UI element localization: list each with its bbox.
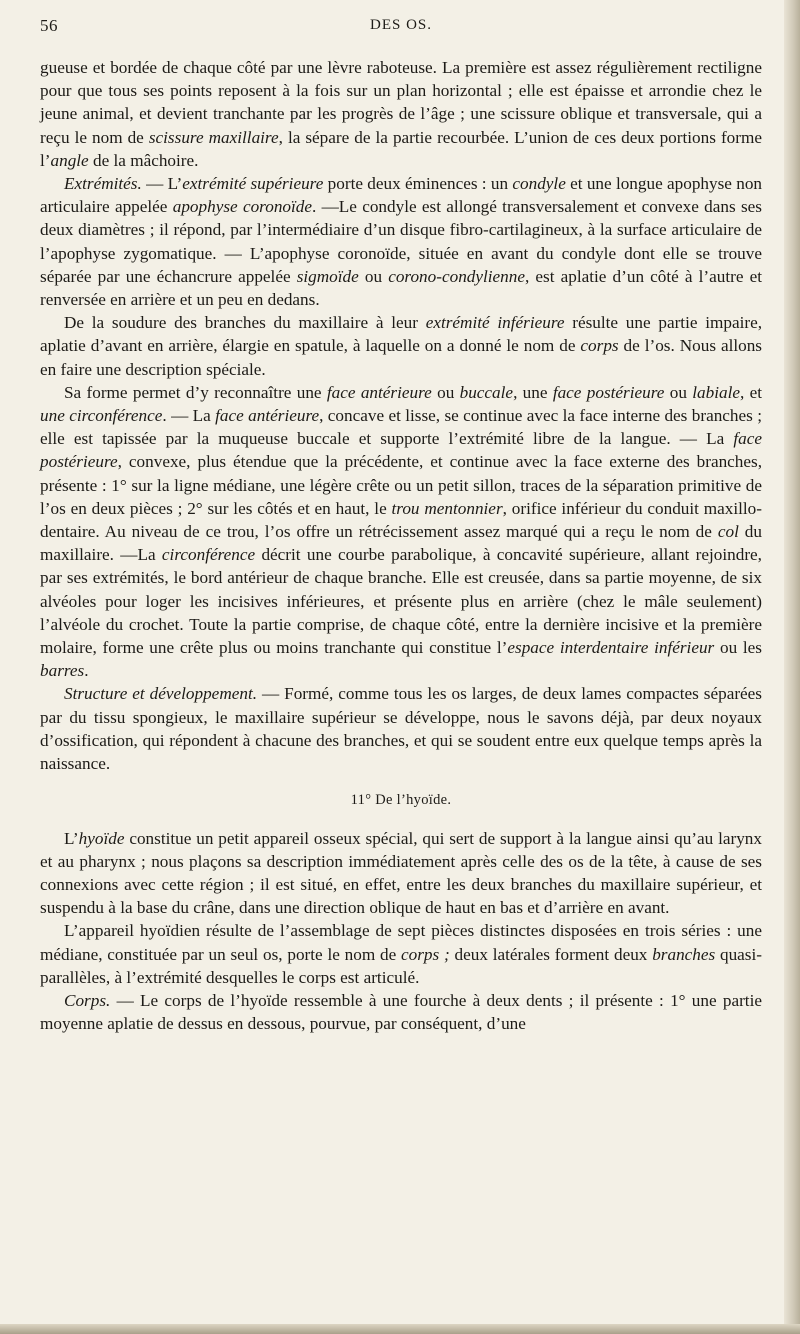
body-text — [40, 56, 762, 1035]
text-run: , une — [513, 382, 553, 402]
italic-term: corps — [580, 336, 619, 356]
text-run: L’appareil hyoïdien résulte de l’assemblage de sept pièces distinctes disposées en trois séries : une médiane, constituée par un seul os, porte le nom de — [40, 921, 762, 964]
text-run: gueuse et bordée de chaque côté par une lèvre raboteuse. La première est assez régulièrement rectiligne pour que tous ses points reposent à la fois sur un plan horizontal ; elle est épaisse et arrondie chez le jeune animal, et devient tranchante par les progrès de l’âge ; une scissure oblique et transversale, qui a reçu le nom de — [40, 58, 762, 147]
paragraph — [40, 381, 762, 683]
paragraph — [40, 56, 762, 172]
text-run: , concave et lisse, se continue avec la face interne des branches ; elle est tapissée par la muqueuse buccale et supporte l’extrémité libre de la langue. — La — [40, 406, 762, 449]
text-run: deux latérales forment deux — [449, 944, 653, 964]
italic-term: corono-condylienne — [388, 266, 525, 286]
text-run: , orifice inférieur du conduit maxillo-dentaire. Au niveau de ce trou, l’os offre un rétrécissement assez marqué qui a reçu le nom de — [40, 498, 762, 542]
italic-term: extrémité supérieure — [182, 174, 324, 194]
text-run: — Formé, comme tous les os larges, de deux lames compactes séparées par du tissu spongieux, le maxillaire supérieur se développe, nous le savons déjà, par deux noyaux d’ossification, qui répondent à chacune des branches, et qui se soudent entre eux quelque temps après la naissance. — [40, 684, 763, 774]
italic-term: buccale — [459, 382, 514, 402]
italic-term: branches — [652, 944, 716, 964]
paragraph-group-hyoid — [40, 827, 762, 1036]
text-run: . — [84, 661, 89, 681]
page-header — [40, 12, 762, 42]
paragraph — [40, 919, 762, 989]
italic-term: extrémité inférieure — [425, 313, 565, 333]
italic-term: hyoïde — [78, 828, 125, 848]
text-run: de la mâchoire. — [88, 150, 199, 170]
text-run: du maxillaire. —La — [40, 522, 762, 565]
text-run: ou — [431, 382, 460, 402]
italic-term: labiale — [692, 382, 740, 402]
italic-term: face antérieure — [326, 382, 432, 402]
paragraph-group-mandible — [40, 56, 762, 775]
book-page — [40, 12, 762, 1322]
text-run: quasi-parallèles, à l’extrémité desquelles le corps est articulé. — [40, 944, 762, 987]
text-run: décrit une courbe parabolique, à concavité supérieure, allant rejoindre, par ses extrémités, le bord antérieur de chaque branche. Elle est creusée, dans sa partie moyenne, de six alvéoles pour loger les incisives inférieures, et présente plus en arrière (chez le mâle seulement) l’alvéole du crochet. Toute la partie comprise, de chaque côté, entre la dernière incisive et la première molaire, forme une crête plus ou moins tranchante qui constitue l’ — [40, 545, 762, 658]
italic-term: apophyse coronoïde — [172, 197, 312, 217]
italic-term: Structure et développement. — [64, 684, 258, 704]
paragraph — [40, 682, 762, 775]
page-edge — [784, 0, 800, 1334]
italic-term: scissure maxillaire — [148, 127, 279, 147]
italic-term: face postérieure — [552, 382, 665, 402]
text-run: — Le corps de l’hyoïde ressemble à une fourche à deux dents ; il présente : 1° une partie moyenne aplatie de dessus en dessous, pourvue, par conséquent, d’une — [40, 990, 762, 1034]
text-run: ou — [358, 266, 389, 286]
section-title: 11° De l’hyoïde. — [350, 792, 452, 809]
text-run: et une longue apophyse non articulaire appelée — [40, 174, 763, 217]
paragraph — [40, 827, 762, 920]
text-run: constitue un petit appareil osseux spécial, qui sert de support à la langue ainsi qu’au larynx et au pharynx ; nous plaçons sa description immédiatement après celle des os de la tête, à cause de ses connexions avec cette région ; il est situé, en effet, entre les deux branches du maxillaire supérieur, et suspendu à la base du crâne, dans une direction oblique de haut en bas et d’arrière en avant. — [40, 828, 762, 918]
text-run: , est aplatie d’un côté à l’autre et renversée en arrière et un peu en dedans. — [40, 266, 762, 310]
italic-term: col — [717, 522, 739, 542]
paragraph — [40, 172, 762, 311]
italic-term: trou mentonnier — [391, 498, 503, 518]
italic-term: corps ; — [401, 944, 450, 964]
italic-term: espace interdentaire inférieur — [507, 638, 715, 658]
text-run: ou les — [714, 638, 762, 658]
text-run: résulte une partie impaire, aplatie d’avant en arrière, élargie en spatule, à laquelle on a donné le nom de — [40, 313, 763, 356]
italic-term: Corps. — [64, 990, 111, 1010]
italic-term: Extrémités. — [64, 174, 142, 194]
text-run: — L’ — [141, 174, 183, 194]
italic-term: circonférence — [161, 545, 256, 565]
page-bottom-edge — [0, 1324, 800, 1334]
italic-term: barres — [40, 661, 85, 681]
text-run: . —Le condyle est allongé transversalement et convexe dans ses deux diamètres ; il répond, par l’intermédiaire d’un disque fibro-cartilagineux, à la surface articulaire de l’apophyse zygomatique. — L’apophyse coronoïde, située en avant du condyle dont elle se trouve séparée par une échancrure appelée — [40, 197, 762, 286]
text-run: ou — [664, 382, 693, 402]
page-number: 56 — [40, 16, 58, 35]
text-run: , la sépare de la partie recourbée. L’union de ces deux portions forme l’ — [40, 127, 762, 170]
italic-term: angle — [50, 150, 89, 170]
italic-term: face postérieure — [40, 429, 762, 472]
text-run: , convexe, plus étendue que la précédente, et continue avec la face externe des branches, présente : 1° sur la ligne médiane, une légère crête ou un petit sillon, traces de la séparation primitive de l’os en deux pièces ; 2° sur les côtés et en haut, le — [40, 452, 762, 518]
paragraph — [40, 989, 762, 1035]
text-run: , et — [739, 382, 763, 402]
text-run: Sa forme permet d’y reconnaître une — [64, 382, 327, 402]
italic-term: face antérieure — [215, 406, 320, 426]
italic-term: sigmoïde — [296, 266, 359, 286]
text-run: L’ — [64, 828, 79, 848]
text-run: De la soudure des branches du maxillaire à leur — [64, 313, 426, 333]
text-run: de l’os. Nous allons en faire une description spéciale. — [40, 336, 762, 379]
italic-term: condyle — [512, 174, 566, 194]
running-head: DES OS. — [369, 17, 432, 33]
text-run: . — La — [162, 406, 216, 426]
paragraph — [40, 311, 762, 381]
text-run: porte deux éminences : un — [323, 174, 513, 194]
italic-term: une circonférence — [40, 406, 163, 426]
